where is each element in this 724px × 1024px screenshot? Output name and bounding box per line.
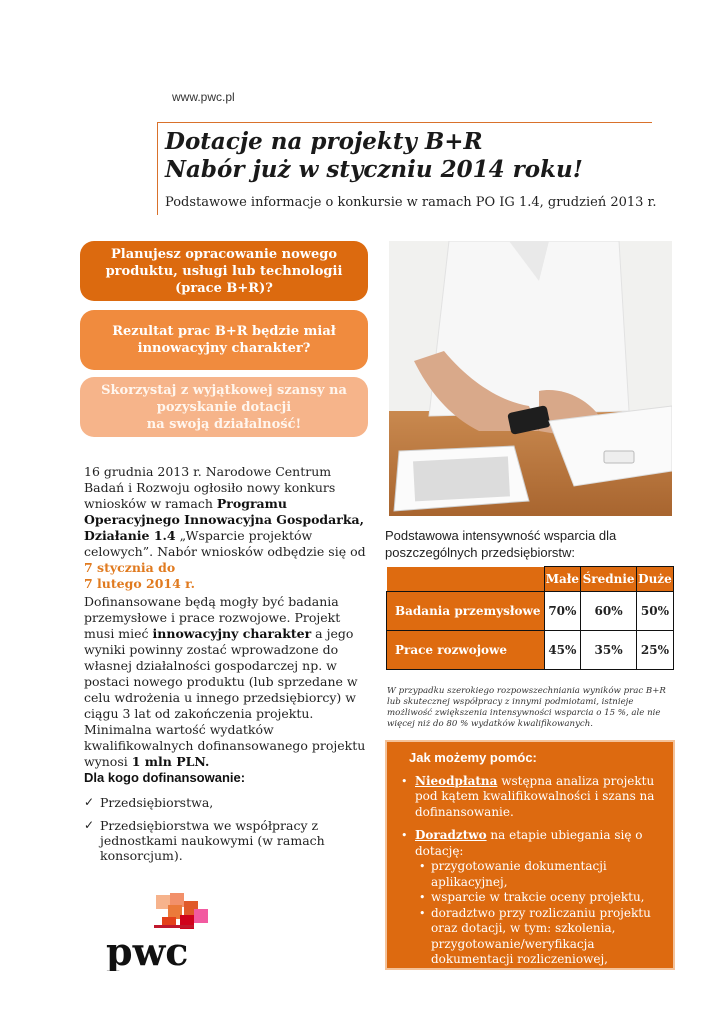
list-item xyxy=(84,818,354,863)
callout-2-line: Rezultat prac B+R będzie miał xyxy=(112,324,336,339)
businessman-phone-photo xyxy=(389,241,672,516)
checkmark-icon: ✓ xyxy=(84,795,95,809)
who-item-text: Przedsiębiorstwa, xyxy=(100,795,214,810)
deadline-start: 7 stycznia do xyxy=(84,560,176,575)
list-item xyxy=(397,774,663,821)
list-item xyxy=(397,828,663,859)
intro-text-c: „Wsparcie projektów celowych”. Nabór wniosków odbędzie się od xyxy=(84,528,366,559)
bullet-icon: • xyxy=(419,906,426,920)
help-subitem-text: wsparcie w trakcie oceny projektu, xyxy=(431,890,645,904)
eligibility-text-a: Dofinansowane będą mogły być badania przemysłowe i prace rozwojowe. Projekt musi mieć xyxy=(84,594,341,641)
bullet-icon: • xyxy=(401,774,408,788)
help-subitem-text: przygotowanie dokumentacji aplikacyjnej, xyxy=(431,859,607,889)
table-row xyxy=(387,592,674,631)
help-box xyxy=(385,740,675,1013)
column-header: Małe xyxy=(544,567,581,592)
callout-3-line: na swoją działalność! xyxy=(146,416,302,432)
list-item xyxy=(397,859,663,890)
table-cell: 35% xyxy=(581,631,637,670)
minimum-value: 1 mln PLN. xyxy=(131,754,210,769)
intro-paragraph xyxy=(84,464,369,592)
table-header-row xyxy=(387,567,674,592)
table-cell: 50% xyxy=(636,592,673,631)
callout-1-line: Planujesz opracowanie nowego xyxy=(110,246,337,262)
help-heading: Jak możemy pomóc: xyxy=(409,750,537,765)
table-cell: 45% xyxy=(544,631,581,670)
pwc-logo xyxy=(106,891,226,971)
column-header: Duże xyxy=(636,567,673,592)
help-item-1-text: wstępna analiza projektu pod kątem kwalifikowalności i szans na dofinansowanie. xyxy=(415,773,655,819)
program-name: Programu Operacyjnego Innowacyjna Gospodarka, Działanie 1.4 xyxy=(84,496,364,543)
help-item-1-key: Nieodpłatna xyxy=(415,773,498,788)
table-cell: 25% xyxy=(636,631,673,670)
list-item xyxy=(397,890,663,906)
callout-question-1 xyxy=(80,241,368,301)
callout-1-line: produktu, usługi lub technologii xyxy=(105,263,343,279)
help-item-2-key: Doradztwo xyxy=(415,828,487,842)
intensity-table xyxy=(386,566,674,670)
callout-2-line: innowacyjny charakter? xyxy=(137,341,311,356)
page-title-line2: Nabór już w styczniu 2014 roku! xyxy=(165,156,583,183)
table-cell: 60% xyxy=(581,592,637,631)
table-footnote: W przypadku szerokiego rozpowszechniania wyników prac B+R lub skutecznej współpracy z innymi podmiotami, istnieje możliwość zwiększenia intensywności wsparcia o 15 %, ale nie więcej niż do 80 % wydatków kwalifikowanych. xyxy=(387,686,666,729)
callout-3-line: Skorzystaj z wyjątkowej szansy na xyxy=(101,382,347,398)
list-item xyxy=(397,906,663,1015)
website-url[interactable]: www.pwc.pl xyxy=(172,90,235,104)
eligibility-paragraph xyxy=(84,594,369,770)
row-header: Prace rozwojowe xyxy=(387,631,545,670)
deadline-end: 7 lutego 2014 r. xyxy=(84,576,195,591)
page-title-line1: Dotacje na projekty B+R xyxy=(165,128,483,155)
callout-cta xyxy=(80,377,368,437)
bullet-icon: • xyxy=(419,891,426,904)
callout-question-2 xyxy=(80,310,368,370)
innovative-highlight: innowacyjny charakter xyxy=(152,626,312,641)
eligibility-text-c: a jego wyniki powinny zostać wprowadzone do własnej działalności gospodarczej np. w postaci nowego produktu (lub sprzedane w celu wdrożenia u innego przedsiębiorcy) w ciągu 3 lat od zakończenia projektu. Minimalna wartość wydatków kwalifikowalnych dofinansowanego projektu wynosi xyxy=(84,626,366,769)
table-row xyxy=(387,631,674,670)
row-header: Badania przemysłowe xyxy=(387,592,545,631)
callout-3-line: pozyskanie dotacji xyxy=(156,399,292,415)
checkmark-icon: ✓ xyxy=(84,818,95,832)
table-intro: Podstawowa intensywność wsparcia dla poszczególnych przedsiębiorstw: xyxy=(385,528,617,560)
bullet-icon: • xyxy=(419,860,426,873)
list-item xyxy=(84,795,354,810)
who-list xyxy=(84,795,354,871)
intro-text-a: 16 grudnia 2013 r. Narodowe Centrum Badań i Rozwoju ogłosiło nowy konkurs wniosków w ramach xyxy=(84,464,336,511)
table-corner xyxy=(387,567,545,592)
table-cell: 70% xyxy=(544,592,581,631)
logo-wordmark: pwc xyxy=(106,929,189,971)
callout-1-line: (prace B+R)? xyxy=(175,280,273,296)
help-item-2-text: na etapie ubiegania się o dotację: xyxy=(415,828,643,858)
who-heading: Dla kogo dofinansowanie: xyxy=(84,770,246,785)
column-header: Średnie xyxy=(581,567,637,592)
who-item-text: Przedsiębiorstwa we współpracy z jednostkami naukowymi (w ramach konsorcjum). xyxy=(100,818,325,863)
page-subtitle: Podstawowe informacje o konkursie w ramach PO IG 1.4, grudzień 2013 r. xyxy=(165,195,657,210)
bullet-icon: • xyxy=(401,829,408,842)
help-subitem-text: doradztwo przy rozliczaniu projektu oraz dotacji, w tym: szkolenia, przygotowanie/weryfikacja dokumentacji rozliczeniowej, przygotowanie do kontroli realizacji projektu przez upoważnione instytucje. xyxy=(431,905,651,1013)
